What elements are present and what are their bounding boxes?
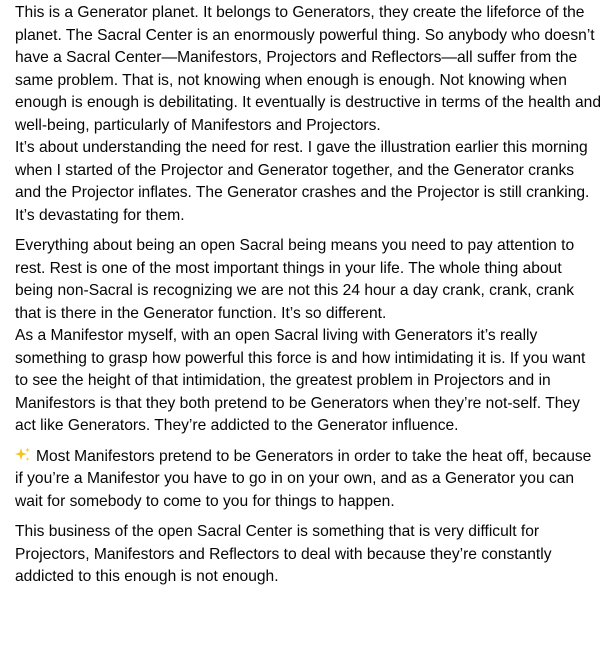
paragraph-3: Everything about being an open Sacral being means you need to pay attention to rest. Rest is one of the most important things in your life. The whole thing about being non-Sacral is recognizing we are not this 24 hour a day crank, crank, crank that is there in the Generator function. It’s so different. [15,237,575,322]
paragraph-4: As a Manifestor myself, with an open Sacral living with Generators it’s really something to grasp how powerful this force is and how intimidating it is. If you want to see the height of that intimidation, the greatest problem in Projectors and in Manifestors is that they both pretend to be Generators when they’re not-self. They act like Generators. They’re addicted to the Generator influence. [15,327,586,434]
paragraph-2: It’s about understanding the need for rest. I gave the illustration earlier this morning when I started of the Projector and Generator together, and the Generator cranks and the Projector inflates. The Generator crashes and the Projector is still cranking. It’s devastating for them. [15,139,590,224]
paragraph-5 [15,446,601,514]
paragraph-5-text: Most Manifestors pretend to be Generators in order to take the heat off, because if you’re a Manifestor you have to go in on your own, and as a Generator you can wait for somebody to come to you for things to happen. [15,447,592,510]
sparkles-icon [15,447,31,463]
paragraph-1: This is a Generator planet. It belongs to Generators, they create the lifeforce of the planet. The Sacral Center is an enormously powerful thing. So anybody who doesn’t have a Sacral Center—Manifestors, Projectors and Reflectors—all suffer from the same problem. That is, not knowing when enough is enough. Not knowing when enough is enough is debilitating. It eventually is destructive in terms of the health and well-being, particularly of Manifestors and Projectors. [15,4,601,134]
paragraph-6: This business of the open Sacral Center is something that is very difficult for Projectors, Manifestors and Reflectors to deal with because they’re constantly addicted to this enough is not enough. [15,523,552,585]
